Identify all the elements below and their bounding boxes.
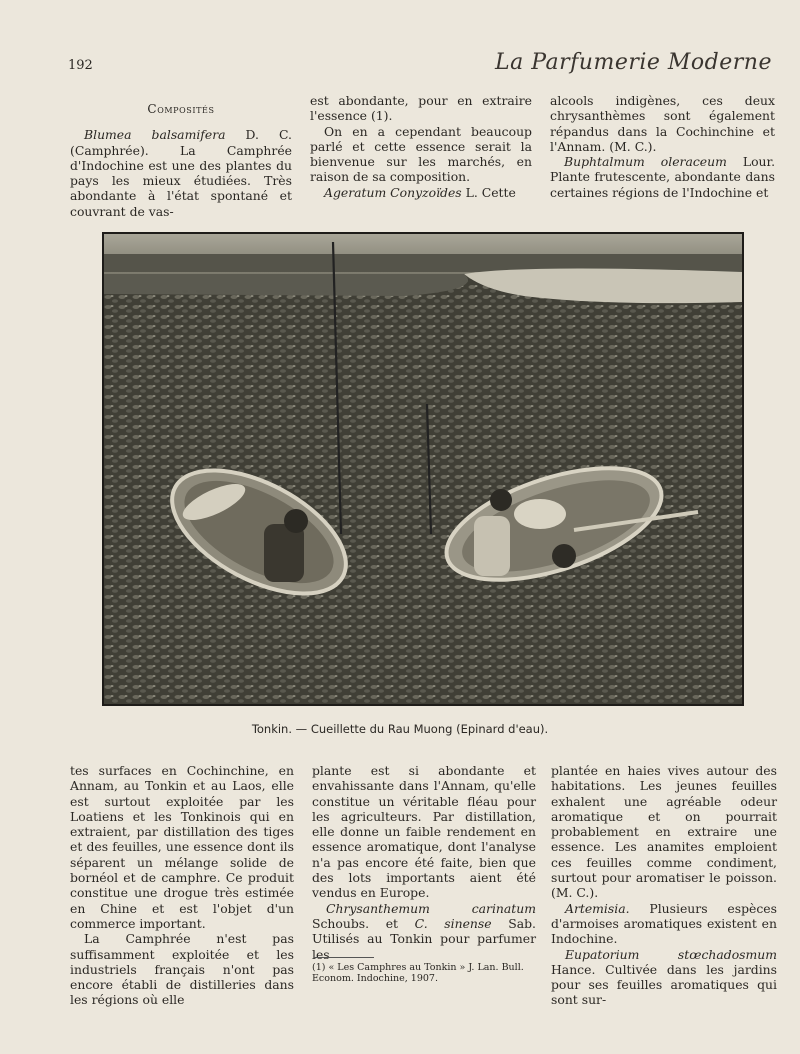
paragraph: plante est si abondante et envahissante dans l'Annam, qu'elle constitue un véritable fléau pour les agriculteurs. Par distillation, elle donne un faible rendement en essence aromatique, dont l'analyse n'a pas encore été faite, bien que des lots importants aient été vendus en Europe. xyxy=(312,763,536,901)
paragraph xyxy=(312,901,536,962)
paragraph: alcools indigènes, ces deux chrysanthèmes sont également répandus dans la Cochinchine et l'Annam. (M. C.). xyxy=(550,93,775,154)
running-title: La Parfumerie Moderne xyxy=(494,50,772,75)
paragraph: est abondante, pour en extraire l'essence (1). xyxy=(310,93,532,124)
column-top-middle xyxy=(310,93,532,200)
paragraph xyxy=(551,947,777,1008)
paragraph-text: D. C. (Camphrée). La Camphrée d'Indochine est une des plantes du pays les mieux étudiées. Très abondante à l'état spontané et couvrant de vas- xyxy=(70,127,292,219)
species-name: Artemisia. xyxy=(565,900,630,916)
paragraph-text: Hance. Cultivée dans les jardins pour ses feuilles aromatiques qui sont sur- xyxy=(551,961,777,1008)
species-name: C. sinense xyxy=(414,915,492,931)
footnote: (1) « Les Camphres au Tonkin » J. Lan. Bull. Econom. Indochine, 1907. xyxy=(312,962,524,984)
column-bottom-middle xyxy=(312,763,536,962)
paragraph xyxy=(551,901,777,947)
column-top-left xyxy=(70,102,292,219)
photograph-illustration xyxy=(104,234,742,704)
paragraph-text: Lour. Plante frutescente, abondante dans certaines régions de l'Indochine et xyxy=(550,154,776,200)
species-name: Chrysanthemum carinatum xyxy=(326,900,536,916)
column-bottom-right xyxy=(551,763,777,1008)
section-heading: Composités xyxy=(147,102,215,116)
page-number: 192 xyxy=(68,58,93,73)
species-name: Eupatorium stœchadosmum xyxy=(565,946,777,962)
paragraph-text: Sab. Utilisés au Tonkin pour parfumer les xyxy=(312,915,536,962)
photograph xyxy=(102,232,744,706)
paragraph: plantée en haies vives autour des habitations. Les jeunes feuilles exhalent une agréable odeur aromatique et on pourrait probablement en extraire une essence. Les anamites emploient ces feuilles comme condiment, surtout pour aromatiser le poisson. (M. C.). xyxy=(551,763,777,901)
footnote-divider xyxy=(314,957,374,958)
paragraph xyxy=(70,127,292,219)
species-name: Blumea balsamifera xyxy=(84,127,226,143)
paragraph-text: Schoubs. et xyxy=(312,915,415,931)
paragraph: La Camphrée n'est pas suffisamment exploitée et les industriels français n'ont pas encore établi de distilleries dans les régions où elle xyxy=(70,931,294,1008)
paragraph xyxy=(310,185,532,200)
figure-caption: Tonkin. — Cueillette du Rau Muong (Epinard d'eau). xyxy=(251,722,549,736)
paragraph xyxy=(550,154,775,200)
column-top-right xyxy=(550,93,775,200)
paragraph-text: L. Cette xyxy=(461,184,516,200)
paragraph: tes surfaces en Cochinchine, en Annam, au Tonkin et au Laos, elle est surtout exploitée par les Loatiens et les Tonkinois qui en extraient, par distillation des tiges et des feuilles, une essence dont ils séparent un mélange solide de bornéol et de camphre. Ce produit constitue une drogue très estimée en Chine et est l'objet d'un commerce important. xyxy=(70,763,294,931)
paragraph-text: Plusieurs espèces d'armoises aromatiques existent en Indochine. xyxy=(551,900,777,947)
column-bottom-left xyxy=(70,763,294,1008)
species-name: Ageratum Conyzoïdes xyxy=(324,184,462,200)
species-name: Buphtalmum oleraceum xyxy=(564,154,727,170)
paragraph: On en a cependant beaucoup parlé et cette essence serait la bienvenue sur les marchés, en raison de sa composition. xyxy=(310,123,532,185)
